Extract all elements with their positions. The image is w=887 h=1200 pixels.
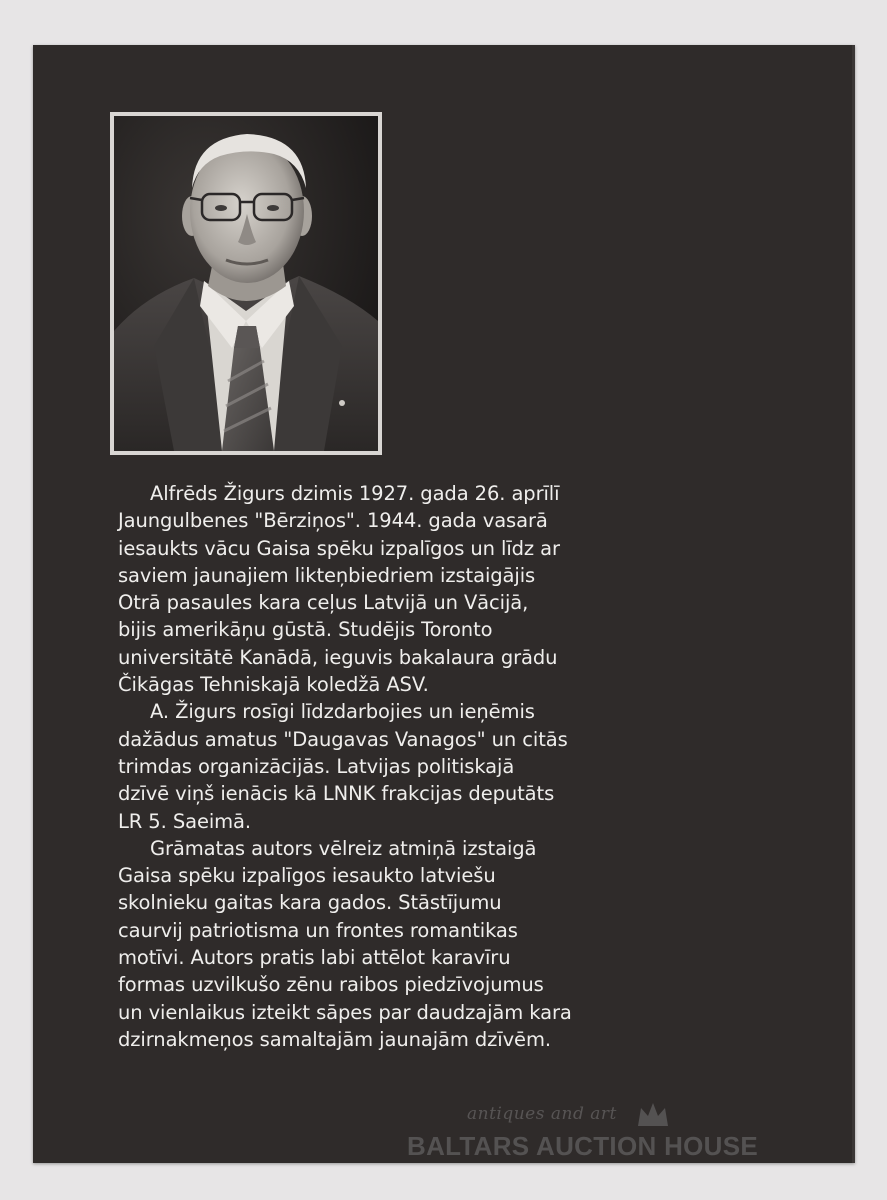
author-photo-frame (110, 112, 382, 455)
author-biography (118, 480, 678, 1053)
watermark-name: BALTARS AUCTION HOUSE (407, 1131, 759, 1161)
bio-paragraph: A. Žigurs rosīgi līdzdarbojies un ieņēmis dažādus amatus "Daugavas Vanagos" un citās trimdas organizācijās. Latvijas politiskajā dzīvē viņš ienācis kā LNNK frakcijas deputāts LR 5. Saeimā. (118, 700, 568, 833)
watermark-tagline: antiques and art (467, 1104, 617, 1124)
bio-paragraph: Grāmatas autors vēlreiz atmiņā izstaigā Gaisa spēku izpalīgos iesaukto latviešu skolnieku gaitas kara gados. Stāstījumu caurvij patriotisma un frontes romantikas motīvi. Autors pratis labi attēlot karavīru formas uzvilkušo zēnu raibos piedzīvojumus un vienlaikus izteikt sāpes par daudzajām kara dzirnakmeņos samaltajām jaunajām dzīvēm. (118, 836, 572, 1051)
bio-paragraph: Alfrēds Žigurs dzimis 1927. gada 26. aprīlī Jaungulbenes "Bērziņos". 1944. gada vasarā iesaukts vācu Gaisa spēku izpalīgos un līdz ar saviem jaunajiem likteņbiedriem izstaigājis Otrā pasaules kara ceļus Latvijā un Vācijā, bijis amerikāņu gūstā. Studējis Toronto universitātē Kanādā, ieguvis bakalaura grādu Čikāgas Tehniskajā koledžā ASV. (118, 482, 560, 697)
author-portrait-photo (114, 116, 378, 451)
